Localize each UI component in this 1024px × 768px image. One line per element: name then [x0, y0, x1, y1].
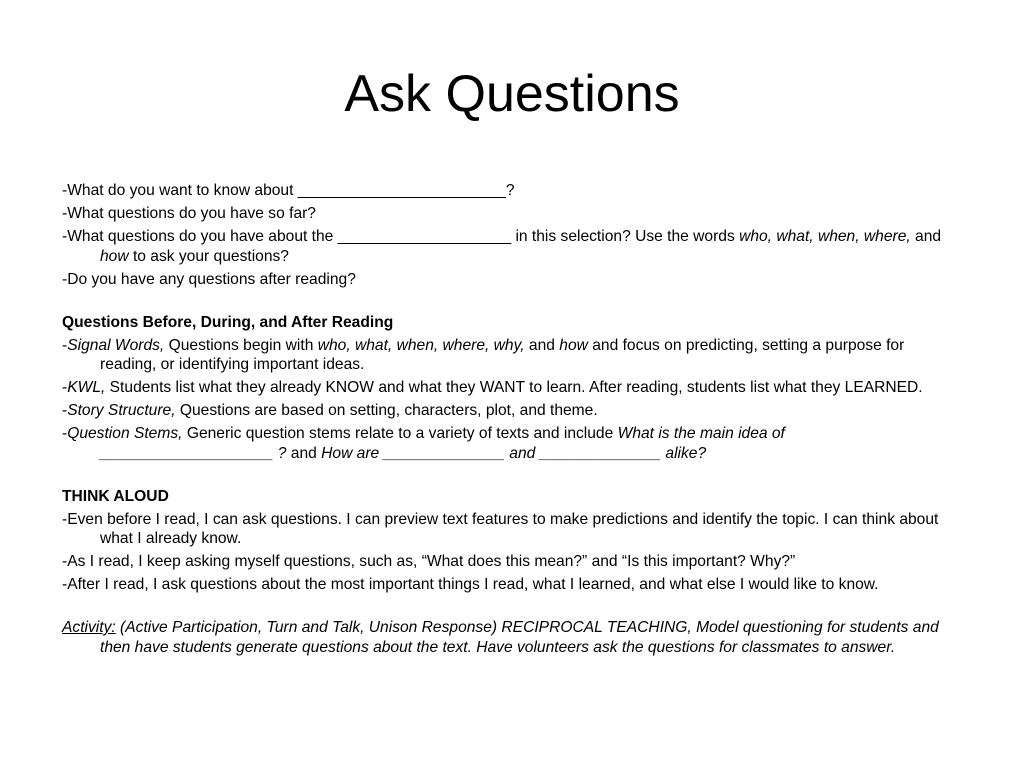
strategy-dash: - [62, 379, 68, 396]
question-3-blank: ____________________ [337, 228, 512, 245]
question-3-text: -What questions do you have about the [62, 228, 338, 245]
slide-title: Ask Questions [344, 65, 680, 123]
activity-label: Activity: [62, 619, 116, 636]
strategy-and: and [524, 336, 560, 354]
question-2: -What questions do you have so far? [62, 205, 316, 222]
question-3-words: who, what, when, where, [739, 228, 911, 245]
spacer [62, 467, 962, 487]
strategy-words: who, what, when, where, why, [317, 336, 525, 354]
strategy-term: Signal Words, [67, 336, 165, 354]
activity-text: (Active Participation, Turn and Talk, Unison Response) RECIPROCAL TEACHING, Model questioning for students and then have students generate questions about the text. Have volunteers ask the questions for classmates to answer. [100, 619, 939, 656]
question-3-how: how [100, 247, 129, 265]
strategy-and: and [286, 444, 322, 462]
strategy-text: Questions are based on setting, characters, plot, and theme. [175, 402, 598, 419]
think-aloud-after: -After I read, I ask questions about the most important things I read, what I learned, and what else I would like to know. [62, 576, 879, 593]
strategy-text: Generic question stems relate to a variety of texts and include [182, 425, 618, 442]
question-stem-how-alike: How are ______________ and ______________ alike? [321, 444, 707, 462]
question-4: -Do you have any questions after reading? [62, 270, 356, 288]
activity-paragraph [62, 618, 962, 657]
strategy-dash: - [62, 402, 68, 419]
question-1-text: -What do you want to know about [62, 182, 298, 199]
strategy-dash: - [62, 425, 68, 442]
strategy-text: Students list what they already KNOW and what they WANT to learn. After reading, students list what they LEARNED. [105, 379, 923, 396]
strategy-signal-words [62, 336, 962, 375]
strategy-dash: - [62, 336, 68, 354]
think-aloud-during: -As I read, I keep asking myself questions, such as, “What does this mean?” and “Is this important? Why?” [62, 553, 796, 570]
question-1-blank: ________________________ [297, 182, 506, 199]
strategy-term: Question Stems, [67, 425, 183, 442]
strategy-term: KWL, [67, 379, 106, 396]
strategy-how: how [559, 336, 588, 354]
spacer [62, 598, 962, 618]
strategy-kwl [62, 378, 962, 398]
question-3-text-2: in this selection? Use the words [511, 228, 740, 245]
question-3 [62, 227, 962, 266]
question-1-end: ? [505, 182, 515, 199]
strategy-story-structure [62, 401, 962, 421]
think-aloud-before: -Even before I read, I can ask questions. I can preview text features to make predictions and identify the topic. I can think about what I already know. [62, 510, 939, 547]
spacer [62, 293, 962, 313]
question-1 [62, 181, 962, 201]
question-stem-main-idea: What is the main idea of ____________________ ? [100, 425, 785, 462]
strategy-text-end: and focus on predicting, setting a purpose for reading, or identifying important ideas. [100, 336, 905, 373]
section-heading-strategies: Questions Before, During, and After Reading [62, 313, 394, 331]
strategy-text: Questions begin with [164, 336, 318, 354]
question-3-end: to ask your questions? [128, 247, 289, 265]
strategy-term: Story Structure, [67, 402, 176, 419]
strategy-question-stems [62, 424, 962, 463]
section-heading-think-aloud: THINK ALOUD [62, 487, 169, 505]
slide-body [62, 181, 962, 661]
question-3-and: and [910, 228, 942, 245]
